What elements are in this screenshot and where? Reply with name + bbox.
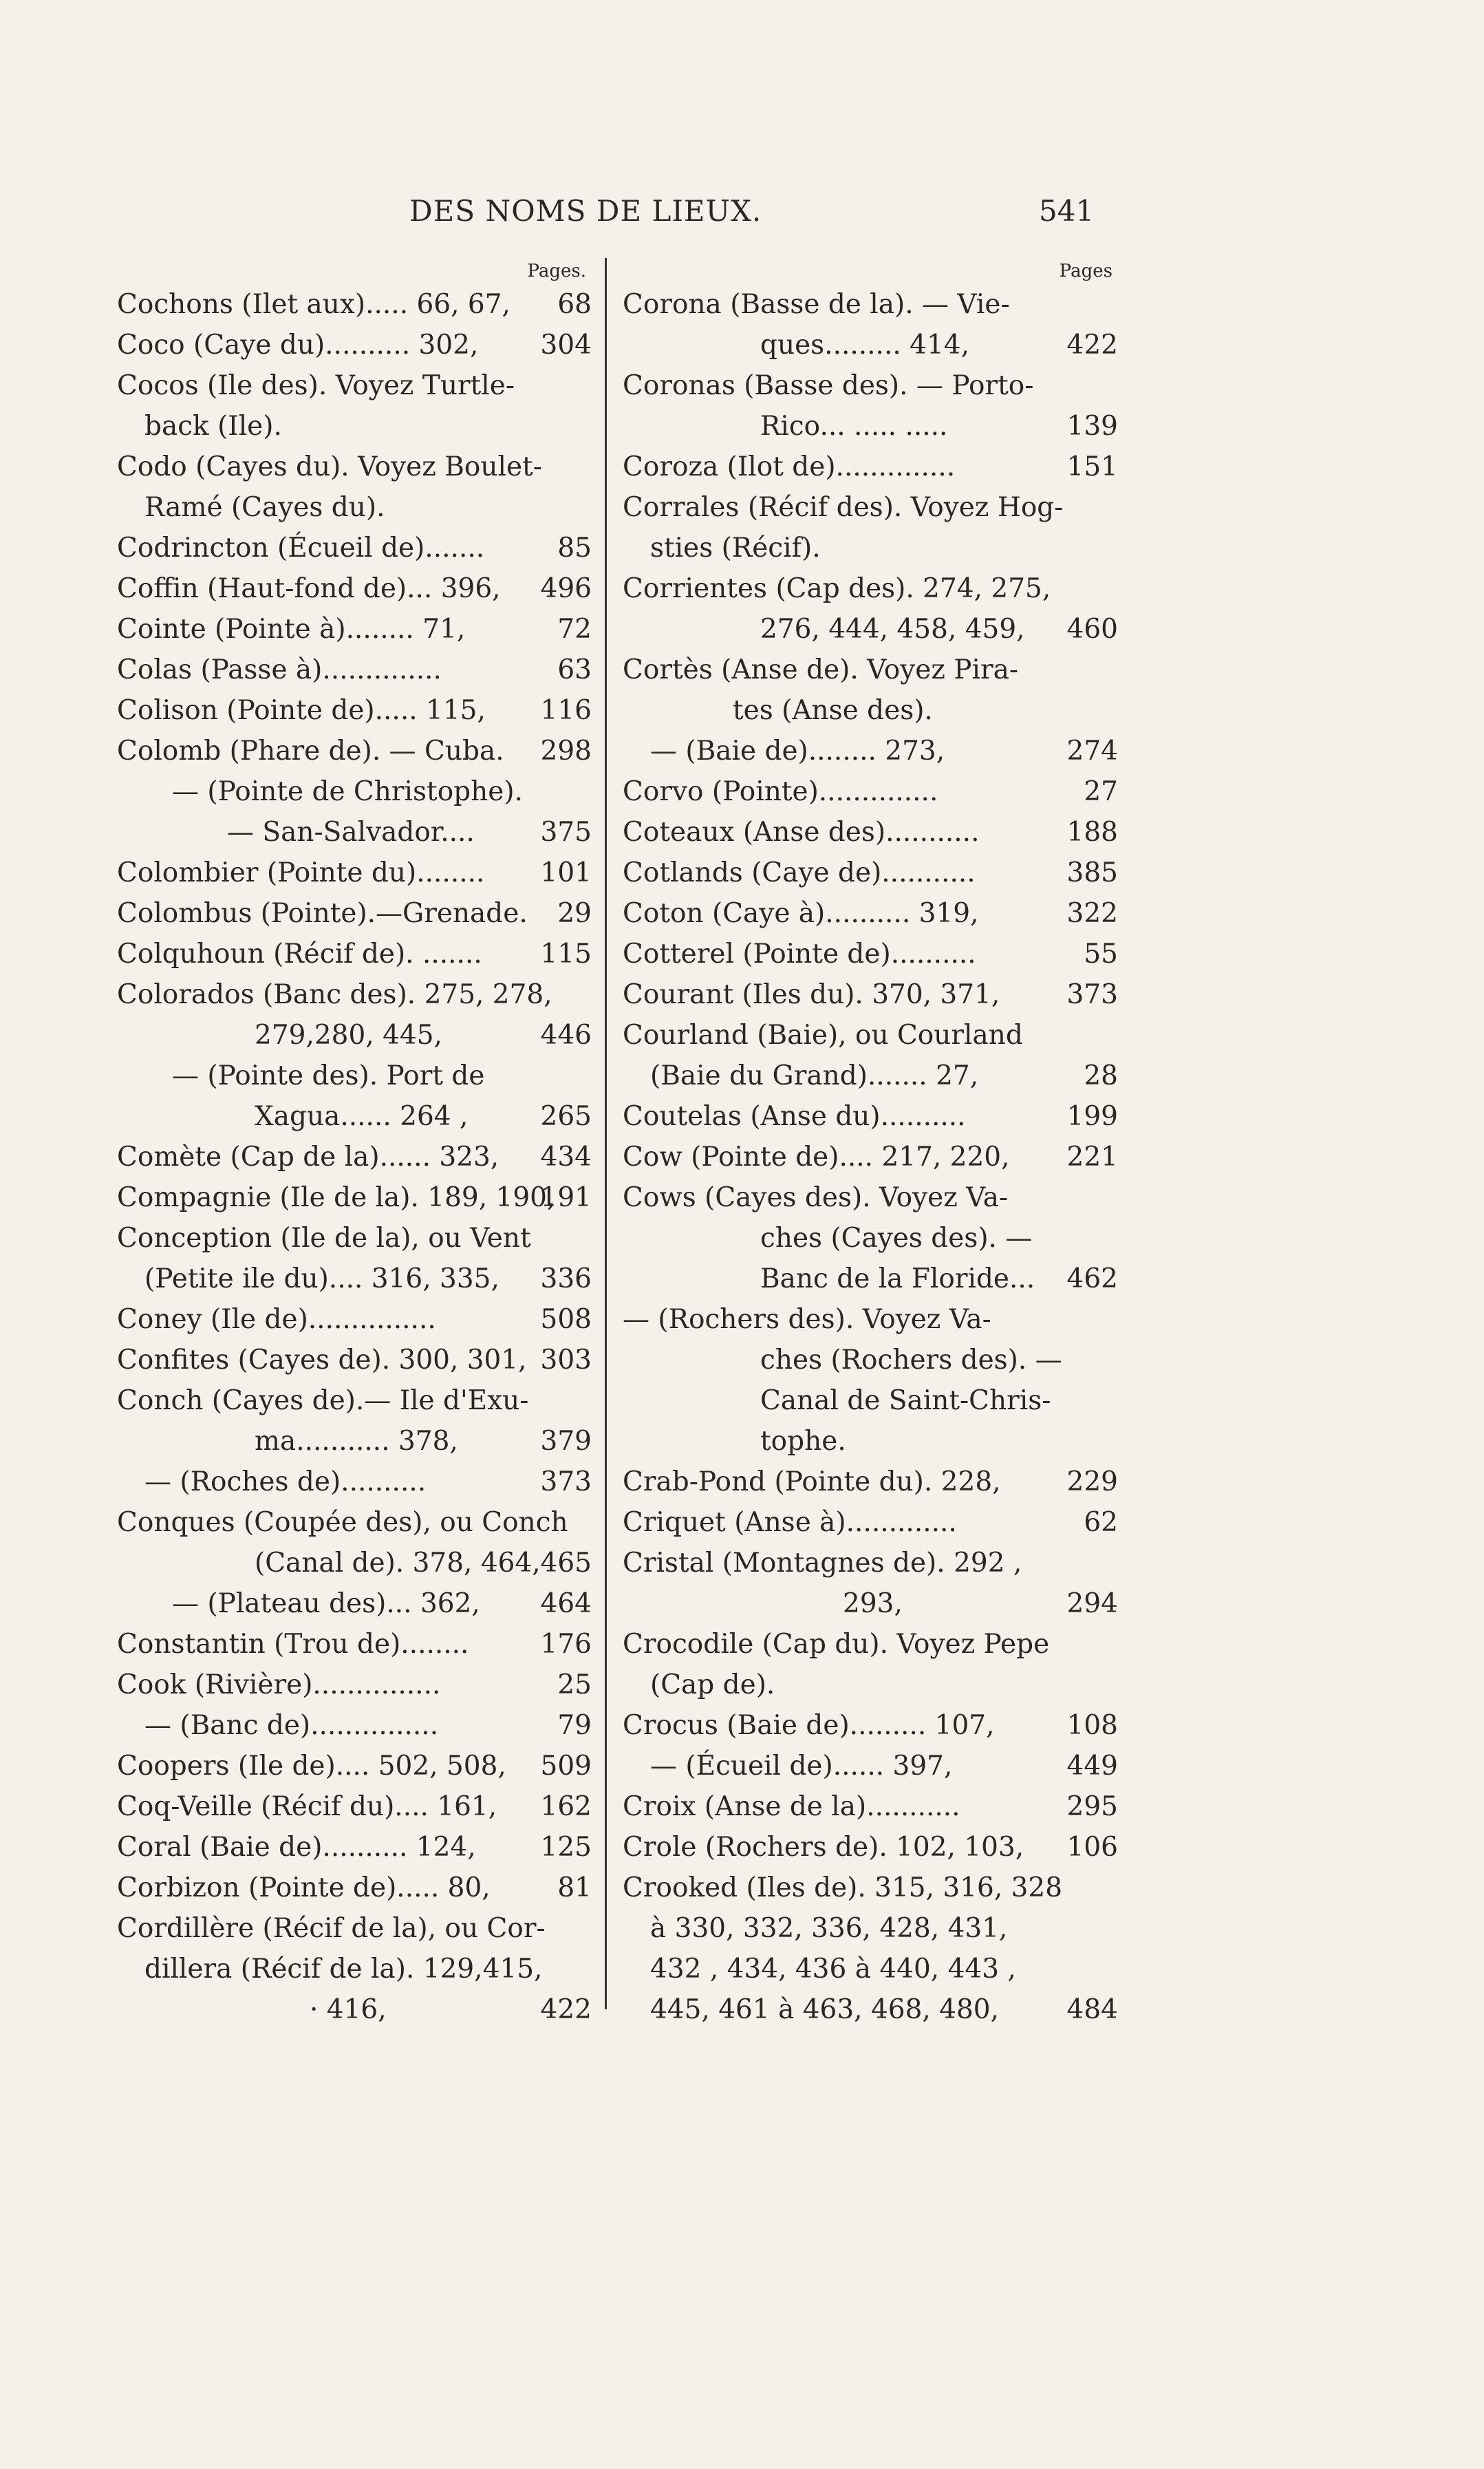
index-entry xyxy=(117,1705,592,1746)
index-entry xyxy=(117,1015,592,1056)
index-entry xyxy=(117,568,592,609)
entry-text: Cointe (Pointe à)........ 71, xyxy=(117,614,466,645)
entry-page-ref: 85 xyxy=(557,533,592,564)
index-entry xyxy=(117,1746,592,1786)
index-entry xyxy=(117,528,592,568)
index-entry xyxy=(623,893,1118,934)
entry-page-ref: 294 xyxy=(1066,1588,1118,1619)
entry-text: Banc de la Floride... xyxy=(760,1263,1035,1294)
index-entry xyxy=(117,1624,592,1665)
entry-text: Confites (Cayes de). 300, 301, xyxy=(117,1345,527,1376)
entry-text: Xagua...... 264 , xyxy=(255,1101,469,1132)
entry-page-ref: 25 xyxy=(557,1669,592,1700)
index-entry xyxy=(623,1421,1118,1462)
index-entry xyxy=(623,1137,1118,1177)
entry-page-ref: 162 xyxy=(540,1791,592,1822)
entry-text: Coney (Ile de)............... xyxy=(117,1304,436,1335)
index-entry xyxy=(117,1543,592,1583)
index-entry xyxy=(117,447,592,487)
index-entry xyxy=(117,1949,592,1989)
entry-page-ref: 115 xyxy=(540,939,592,970)
index-entry xyxy=(623,1462,1118,1502)
index-entry xyxy=(623,1949,1118,1989)
index-entry xyxy=(623,568,1118,609)
entry-text: Corvo (Pointe).............. xyxy=(623,776,938,807)
entry-text: à 330, 332, 336, 428, 431, xyxy=(650,1913,1008,1944)
index-entry xyxy=(117,853,592,893)
index-entry xyxy=(623,1786,1118,1827)
entry-text: (Petite ile du).... 316, 335, xyxy=(144,1263,499,1294)
index-entry xyxy=(623,1502,1118,1543)
running-title: DES NOMS DE LIEUX. xyxy=(409,194,762,228)
index-entry xyxy=(623,1705,1118,1746)
index-entry xyxy=(117,893,592,934)
entry-text: (Baie du Grand)....... 27, xyxy=(650,1060,979,1091)
entry-text: Cristal (Montagnes de). 292 , xyxy=(623,1548,1022,1579)
entry-text: Colorados (Banc des). 275, 278, xyxy=(117,979,552,1010)
index-entry xyxy=(623,1177,1118,1218)
entry-text: — (Roches de).......... xyxy=(144,1466,427,1497)
index-entry xyxy=(623,365,1118,406)
entry-text: Cows (Cayes des). Voyez Va- xyxy=(623,1182,1009,1213)
entry-page-ref: 484 xyxy=(1066,1994,1118,2025)
entry-page-ref: 375 xyxy=(540,817,592,848)
entry-text: ma........... 378, xyxy=(255,1426,458,1457)
index-entry xyxy=(623,1056,1118,1096)
entry-text: Criquet (Anse à)............. xyxy=(623,1507,957,1538)
entry-page-ref: 68 xyxy=(557,289,592,320)
index-entry xyxy=(623,650,1118,690)
index-entry xyxy=(117,365,592,406)
entry-text: — (Écueil de)...... 397, xyxy=(650,1751,953,1782)
entry-page-ref: 509 xyxy=(540,1751,592,1782)
index-entry xyxy=(117,731,592,771)
entry-text: Codrincton (Écueil de)....... xyxy=(117,533,485,564)
entry-text: Conception (Ile de la), ou Vent xyxy=(117,1223,531,1254)
index-entry xyxy=(623,1746,1118,1786)
entry-text: Corbizon (Pointe de)..... 80, xyxy=(117,1872,491,1903)
index-entry xyxy=(623,1665,1118,1705)
entry-page-ref: 55 xyxy=(1084,939,1118,970)
page-number: 541 xyxy=(1039,194,1095,228)
entry-page-ref: 176 xyxy=(540,1629,592,1660)
entry-text: Cocos (Ile des). Voyez Turtle- xyxy=(117,370,515,401)
entry-text: dillera (Récif de la). 129,415, xyxy=(144,1954,543,1985)
index-entry xyxy=(117,1340,592,1380)
index-entry xyxy=(117,325,592,365)
entry-text: Coroza (Ilot de).............. xyxy=(623,451,956,482)
entry-text: Colquhoun (Récif de). ....... xyxy=(117,939,482,970)
entry-page-ref: 373 xyxy=(1066,979,1118,1010)
entry-text: Constantin (Trou de)........ xyxy=(117,1629,469,1660)
index-entry xyxy=(623,1218,1118,1259)
index-entry xyxy=(117,974,592,1015)
entry-page-ref: 465 xyxy=(540,1548,592,1579)
index-entry xyxy=(117,1096,592,1137)
entry-page-ref: 72 xyxy=(557,614,592,645)
entry-text: Cotterel (Pointe de).......... xyxy=(623,939,976,970)
entry-text: Coronas (Basse des). — Porto- xyxy=(623,370,1034,401)
entry-text: — (Baie de)........ 273, xyxy=(650,736,945,767)
entry-text: 293, xyxy=(843,1588,903,1619)
entry-page-ref: 274 xyxy=(1066,736,1118,767)
entry-text: (Cap de). xyxy=(650,1669,775,1700)
index-entry xyxy=(117,1868,592,1908)
index-entry xyxy=(623,1340,1118,1380)
index-entry xyxy=(117,1137,592,1177)
entry-page-ref: 304 xyxy=(540,330,592,361)
entry-text: — (Banc de)............... xyxy=(144,1710,439,1741)
entry-page-ref: 379 xyxy=(540,1426,592,1457)
entry-page-ref: 29 xyxy=(557,898,592,929)
entry-text: Coffin (Haut-fond de)... 396, xyxy=(117,573,501,604)
entry-page-ref: 116 xyxy=(540,695,592,726)
entry-text: sties (Récif). xyxy=(650,533,821,564)
index-column-left xyxy=(117,258,592,2030)
entry-page-ref: 336 xyxy=(540,1263,592,1294)
index-entry xyxy=(623,609,1118,650)
entry-page-ref: 79 xyxy=(557,1710,592,1741)
entry-page-ref: 62 xyxy=(1084,1507,1118,1538)
entry-page-ref: 496 xyxy=(540,573,592,604)
entry-page-ref: 422 xyxy=(540,1994,592,2025)
index-entry xyxy=(623,447,1118,487)
entry-page-ref: 322 xyxy=(1066,898,1118,929)
entry-page-ref: 81 xyxy=(557,1872,592,1903)
entry-page-ref: 434 xyxy=(540,1142,592,1173)
pages-label: Pages xyxy=(1059,261,1112,281)
entry-text: Colombus (Pointe).—Grenade. xyxy=(117,898,528,929)
index-entry xyxy=(117,650,592,690)
entry-text: Canal de Saint-Chris- xyxy=(760,1385,1051,1416)
entry-text: Rico... ..... ..... xyxy=(760,411,948,442)
entry-page-ref: 221 xyxy=(1066,1142,1118,1173)
entry-text: tes (Anse des). xyxy=(733,695,933,726)
entry-page-ref: 385 xyxy=(1066,857,1118,888)
entry-text: 432 , 434, 436 à 440, 443 , xyxy=(650,1954,1016,1985)
entry-text: ches (Rochers des). — xyxy=(760,1345,1062,1376)
index-entry xyxy=(117,934,592,974)
entry-page-ref: 125 xyxy=(540,1832,592,1863)
index-entry xyxy=(623,1868,1118,1908)
entry-page-ref: 265 xyxy=(540,1101,592,1132)
index-entry xyxy=(623,690,1118,731)
entry-text: Coutelas (Anse du).......... xyxy=(623,1101,966,1132)
entry-page-ref: 188 xyxy=(1066,817,1118,848)
index-entry xyxy=(117,690,592,731)
index-entry xyxy=(623,731,1118,771)
entry-page-ref: 139 xyxy=(1066,411,1118,442)
entry-text: — (Rochers des). Voyez Va- xyxy=(623,1304,991,1335)
index-entry xyxy=(117,771,592,812)
entry-text: Crocodile (Cap du). Voyez Pepe xyxy=(623,1629,1050,1660)
entry-text: Corona (Basse de la). — Vie- xyxy=(623,289,1010,320)
entry-page-ref: 373 xyxy=(540,1466,592,1497)
entry-text: Cochons (Ilet aux)..... 66, 67, xyxy=(117,289,510,320)
index-entry xyxy=(117,1908,592,1949)
index-entry xyxy=(623,1380,1118,1421)
entry-page-ref: 63 xyxy=(557,654,592,685)
entry-text: Crocus (Baie de)......... 107, xyxy=(623,1710,995,1741)
entry-page-ref: 464 xyxy=(540,1588,592,1619)
entry-text: Courant (Iles du). 370, 371, xyxy=(623,979,1000,1010)
entry-text: ches (Cayes des). — xyxy=(760,1223,1033,1254)
index-entry xyxy=(623,1096,1118,1137)
entry-page-ref: 303 xyxy=(540,1345,592,1376)
entry-text: Coral (Baie de).......... 124, xyxy=(117,1832,476,1863)
index-entry xyxy=(117,1462,592,1502)
index-entry xyxy=(623,1583,1118,1624)
entry-text: Coq-Veille (Récif du).... 161, xyxy=(117,1791,497,1822)
entry-text: Coteaux (Anse des)........... xyxy=(623,817,980,848)
index-entry xyxy=(117,1177,592,1218)
index-entry xyxy=(117,609,592,650)
index-entry xyxy=(623,1259,1118,1299)
entry-page-ref: 199 xyxy=(1066,1101,1118,1132)
entry-text: ques......... 414, xyxy=(760,330,969,361)
entry-text: Conch (Cayes de).— Ile d'Exu- xyxy=(117,1385,529,1416)
index-entry xyxy=(117,1786,592,1827)
entry-page-ref: 295 xyxy=(1066,1791,1118,1822)
entry-page-ref: 449 xyxy=(1066,1751,1118,1782)
entry-text: 276, 444, 458, 459, xyxy=(760,614,1025,645)
index-entry xyxy=(117,1421,592,1462)
index-entry xyxy=(623,1543,1118,1583)
index-entry xyxy=(117,487,592,528)
index-entry xyxy=(623,325,1118,365)
index-entry xyxy=(623,974,1118,1015)
index-entry xyxy=(117,1989,592,2030)
index-entry xyxy=(117,1056,592,1096)
entry-text: Colison (Pointe de)..... 115, xyxy=(117,695,486,726)
index-entry xyxy=(117,1218,592,1259)
entry-text: (Canal de). 378, 464, xyxy=(255,1548,541,1579)
entry-text: 279,280, 445, xyxy=(255,1020,442,1051)
entry-page-ref: 27 xyxy=(1084,776,1118,807)
index-entry xyxy=(623,853,1118,893)
entry-text: Cortès (Anse de). Voyez Pira- xyxy=(623,654,1019,685)
entry-text: Coco (Caye du).......... 302, xyxy=(117,330,479,361)
index-entry xyxy=(623,1989,1118,2030)
entry-text: Conques (Coupée des), ou Conch xyxy=(117,1507,568,1538)
index-entry xyxy=(623,1624,1118,1665)
entry-page-ref: 462 xyxy=(1066,1263,1118,1294)
index-entry xyxy=(623,487,1118,528)
index-entry xyxy=(117,1380,592,1421)
entry-text: Courland (Baie), ou Courland xyxy=(623,1020,1023,1051)
index-entry xyxy=(623,1827,1118,1868)
index-entry xyxy=(623,1908,1118,1949)
index-entry xyxy=(117,1827,592,1868)
entry-page-ref: 298 xyxy=(540,736,592,767)
entry-text: Coton (Caye à).......... 319, xyxy=(623,898,979,929)
entry-text: back (Ile). xyxy=(144,411,282,442)
entry-page-ref: 101 xyxy=(540,857,592,888)
index-entry xyxy=(623,528,1118,568)
entry-text: Cook (Rivière)............... xyxy=(117,1669,441,1700)
index-entry xyxy=(117,1299,592,1340)
index-entry xyxy=(623,934,1118,974)
entry-text: Colombier (Pointe du)........ xyxy=(117,857,485,888)
entry-text: · 416, xyxy=(310,1994,387,2025)
index-entry xyxy=(623,1015,1118,1056)
index-entry xyxy=(117,1583,592,1624)
entry-page-ref: 108 xyxy=(1066,1710,1118,1741)
entry-page-ref: 460 xyxy=(1066,614,1118,645)
column-divider xyxy=(605,258,607,2009)
index-entry xyxy=(117,284,592,325)
entry-text: — (Pointe des). Port de xyxy=(172,1060,485,1091)
entry-page-ref: 508 xyxy=(540,1304,592,1335)
entry-text: Codo (Cayes du). Voyez Boulet- xyxy=(117,451,542,482)
entry-text: Cordillère (Récif de la), ou Cor- xyxy=(117,1913,546,1944)
index-entry xyxy=(623,406,1118,447)
index-entry xyxy=(623,771,1118,812)
entry-text: Ramé (Cayes du). xyxy=(144,492,385,523)
entry-page-ref: 151 xyxy=(1066,451,1118,482)
entry-text: Corrientes (Cap des). 274, 275, xyxy=(623,573,1051,604)
page-header xyxy=(0,194,1484,242)
entry-page-ref: 28 xyxy=(1084,1060,1118,1091)
index-entry xyxy=(117,812,592,853)
entry-text: Cow (Pointe de).... 217, 220, xyxy=(623,1142,1010,1173)
index-entry xyxy=(117,1502,592,1543)
entry-page-ref: 106 xyxy=(1066,1832,1118,1863)
entry-text: — San-Salvador.... xyxy=(227,817,475,848)
entry-text: Colomb (Phare de). — Cuba. xyxy=(117,736,504,767)
entry-text: Crab-Pond (Pointe du). 228, xyxy=(623,1466,1001,1497)
entry-text: Croix (Anse de la)........... xyxy=(623,1791,960,1822)
entry-text: Crooked (Iles de). 315, 316, 328 xyxy=(623,1872,1063,1903)
entry-text: Cotlands (Caye de)........... xyxy=(623,857,976,888)
entry-text: — (Pointe de Christophe). xyxy=(172,776,523,807)
index-entry xyxy=(623,1299,1118,1340)
index-entry xyxy=(117,406,592,447)
pages-label: Pages. xyxy=(527,261,586,281)
entry-text: — (Plateau des)... 362, xyxy=(172,1588,480,1619)
entry-text: Crole (Rochers de). 102, 103, xyxy=(623,1832,1024,1863)
entry-page-ref: 191 xyxy=(540,1182,592,1213)
entry-page-ref: 446 xyxy=(540,1020,592,1051)
entry-text: Comète (Cap de la)...... 323, xyxy=(117,1142,499,1173)
index-entry xyxy=(117,1665,592,1705)
entry-text: Colas (Passe à).............. xyxy=(117,654,442,685)
entry-text: Compagnie (Ile de la). 189, 190, xyxy=(117,1182,556,1213)
entry-page-ref: 229 xyxy=(1066,1466,1118,1497)
index-entry xyxy=(623,284,1118,325)
entry-text: 445, 461 à 463, 468, 480, xyxy=(650,1994,1000,2025)
index-entry xyxy=(623,812,1118,853)
entry-page-ref: 422 xyxy=(1066,330,1118,361)
entry-text: Coopers (Ile de).... 502, 508, xyxy=(117,1751,506,1782)
index-entry xyxy=(117,1259,592,1299)
entry-text: Corrales (Récif des). Voyez Hog- xyxy=(623,492,1064,523)
entry-text: tophe. xyxy=(760,1426,846,1457)
index-column-right xyxy=(623,258,1118,2030)
